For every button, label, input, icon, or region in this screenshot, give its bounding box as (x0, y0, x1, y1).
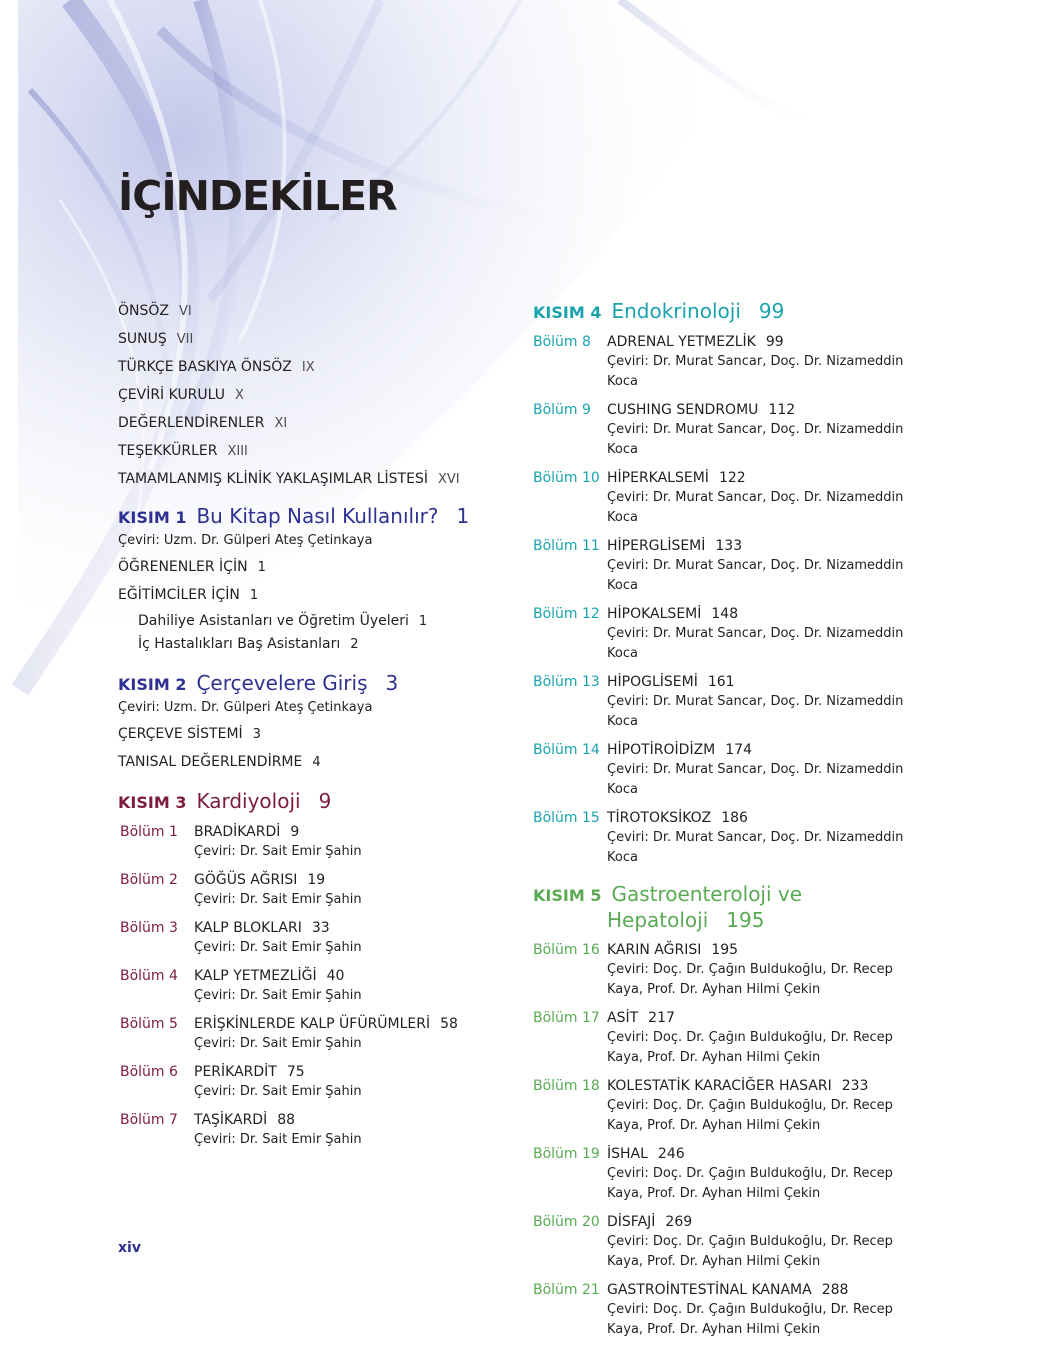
part-1-translator: Çeviri: Uzm. Dr. Gülperi Ateş Çetinkaya (118, 533, 373, 548)
toc-entry-tanisal-degerlendirme[interactable]: TANISAL DEĞERLENDİRME 4 (118, 754, 321, 770)
chapter-18[interactable]: Bölüm 18 KOLESTATİK KARACİĞER HASARI 233 Çeviri: Doç. Dr. Çağın Buldukoğlu, Dr. Recep Kaya, Prof. Dr. Ayhan Hilmi Çekin (533, 1078, 893, 1133)
chapter-16[interactable]: Bölüm 16 KARIN AĞRISI 195 Çeviri: Doç. Dr. Çağın Buldukoğlu, Dr. Recep Kaya, Prof. Dr. Ayhan Hilmi Çekin (533, 942, 893, 997)
chapter-3[interactable]: Bölüm 3 KALP BLOKLARI 33 Çeviri: Dr. Sait Emir Şahin (120, 920, 362, 955)
front-matter-list (118, 297, 498, 493)
chapter-2[interactable]: Bölüm 2 GÖĞÜS AĞRISI 19 Çeviri: Dr. Sait Emir Şahin (120, 872, 362, 907)
toc-entry-sunus[interactable]: SUNUŞ VII (118, 331, 194, 347)
part-5-heading[interactable]: KISIM 5 Gastroenteroloji ve Hepatoloji 195 (533, 882, 803, 932)
chapter-15[interactable]: Bölüm 15 TİROTOKSİKOZ 186 Çeviri: Dr. Murat Sancar, Doç. Dr. Nizameddin Koca (533, 810, 904, 865)
chapter-9[interactable]: Bölüm 9 CUSHING SENDROMU 112 Çeviri: Dr. Murat Sancar, Doç. Dr. Nizameddin Koca (533, 402, 904, 457)
part-5-section (533, 882, 933, 1340)
toc-entry-ogrenenler-icin[interactable]: ÖĞRENENLER İÇİN 1 (118, 559, 266, 575)
chapter-1[interactable]: Bölüm 1 BRADİKARDİ 9 Çeviri: Dr. Sait Emir Şahin (120, 824, 362, 859)
toc-left-column (118, 297, 498, 1158)
chapter-19[interactable]: Bölüm 19 İSHAL 246 Çeviri: Doç. Dr. Çağın Buldukoğlu, Dr. Recep Kaya, Prof. Dr. Ayhan Hilmi Çekin (533, 1146, 893, 1201)
chapter-20[interactable]: Bölüm 20 DİSFAJİ 269 Çeviri: Doç. Dr. Çağın Buldukoğlu, Dr. Recep Kaya, Prof. Dr. Ayhan Hilmi Çekin (533, 1214, 893, 1269)
chapter-4[interactable]: Bölüm 4 KALP YETMEZLİĞİ 40 Çeviri: Dr. Sait Emir Şahin (120, 968, 362, 1003)
toc-entry-dahiliye-asistanlari[interactable]: Dahiliye Asistanları ve Öğretim Üyeleri 1 (138, 613, 428, 629)
part-3-section (118, 788, 498, 1150)
chapter-8[interactable]: Bölüm 8 ADRENAL YETMEZLİK 99 Çeviri: Dr. Murat Sancar, Doç. Dr. Nizameddin Koca (533, 334, 904, 389)
toc-entry-tesekkurler[interactable]: TEŞEKKÜRLER XIII (118, 443, 248, 459)
part-4-section (533, 298, 933, 868)
chapter-7[interactable]: Bölüm 7 TAŞİKARDİ 88 Çeviri: Dr. Sait Emir Şahin (120, 1112, 362, 1147)
chapter-11[interactable]: Bölüm 11 HİPERGLİSEMİ 133 Çeviri: Dr. Murat Sancar, Doç. Dr. Nizameddin Koca (533, 538, 904, 593)
toc-right-column (533, 298, 933, 1348)
toc-entry-ceviri-kurulu[interactable]: ÇEVİRİ KURULU X (118, 387, 244, 403)
chapter-14[interactable]: Bölüm 14 HİPOTİROİDİZM 174 Çeviri: Dr. Murat Sancar, Doç. Dr. Nizameddin Koca (533, 742, 904, 797)
chapter-17[interactable]: Bölüm 17 ASİT 217 Çeviri: Doç. Dr. Çağın Buldukoğlu, Dr. Recep Kaya, Prof. Dr. Ayhan Hilmi Çekin (533, 1010, 893, 1065)
part-1-section (118, 503, 498, 656)
toc-entry-cerceve-sistemi[interactable]: ÇERÇEVE SİSTEMİ 3 (118, 726, 261, 742)
part-4-heading[interactable]: KISIM 4 Endokrinoloji 99 (533, 299, 785, 323)
chapter-13[interactable]: Bölüm 13 HİPOGLİSEMİ 161 Çeviri: Dr. Murat Sancar, Doç. Dr. Nizameddin Koca (533, 674, 904, 729)
part-2-heading[interactable]: KISIM 2 Çerçevelere Giriş 3 (118, 671, 399, 695)
chapter-12[interactable]: Bölüm 12 HİPOKALSEMİ 148 Çeviri: Dr. Murat Sancar, Doç. Dr. Nizameddin Koca (533, 606, 904, 661)
chapter-6[interactable]: Bölüm 6 PERİKARDİT 75 Çeviri: Dr. Sait Emir Şahin (120, 1064, 362, 1099)
chapter-21[interactable]: Bölüm 21 GASTROİNTESTİNAL KANAMA 288 Çeviri: Doç. Dr. Çağın Buldukoğlu, Dr. Recep Kaya, Prof. Dr. Ayhan Hilmi Çekin (533, 1282, 893, 1337)
toc-entry-egitimciler-icin[interactable]: EĞİTİMCİLER İÇİN 1 Dahiliye Asistanları ve Öğretim Üyeleri 1 İç Hastalıkları Baş Asistanları 2 (118, 581, 498, 656)
toc-entry-bas-asistanlari[interactable]: İç Hastalıkları Baş Asistanları 2 (138, 636, 359, 652)
part-2-translator: Çeviri: Uzm. Dr. Gülperi Ateş Çetinkaya (118, 700, 373, 715)
part-2-section (118, 670, 498, 776)
part-1-heading[interactable]: KISIM 1 Bu Kitap Nasıl Kullanılır? 1 (118, 504, 470, 528)
toc-entry-turkce-baskiya-onsoz[interactable]: TÜRKÇE BASKIYA ÖNSÖZ IX (118, 359, 315, 375)
toc-entry-klinik-yaklasimlar-listesi[interactable]: TAMAMLANMIŞ KLİNİK YAKLAŞIMLAR LİSTESİ XVI (118, 471, 460, 487)
toc-entry-onsoz[interactable]: ÖNSÖZ VI (118, 303, 192, 319)
toc-entry-degerlendirenler[interactable]: DEĞERLENDİRENLER XI (118, 415, 288, 431)
chapter-5[interactable]: Bölüm 5 ERİŞKİNLERDE KALP ÜFÜRÜMLERİ 58 Çeviri: Dr. Sait Emir Şahin (120, 1016, 458, 1051)
chapter-10[interactable]: Bölüm 10 HİPERKALSEMİ 122 Çeviri: Dr. Murat Sancar, Doç. Dr. Nizameddin Koca (533, 470, 904, 525)
page-title: İÇİNDEKİLER (118, 172, 397, 220)
page-number: xiv (118, 1240, 141, 1256)
part-3-heading[interactable]: KISIM 3 Kardiyoloji 9 (118, 789, 332, 813)
